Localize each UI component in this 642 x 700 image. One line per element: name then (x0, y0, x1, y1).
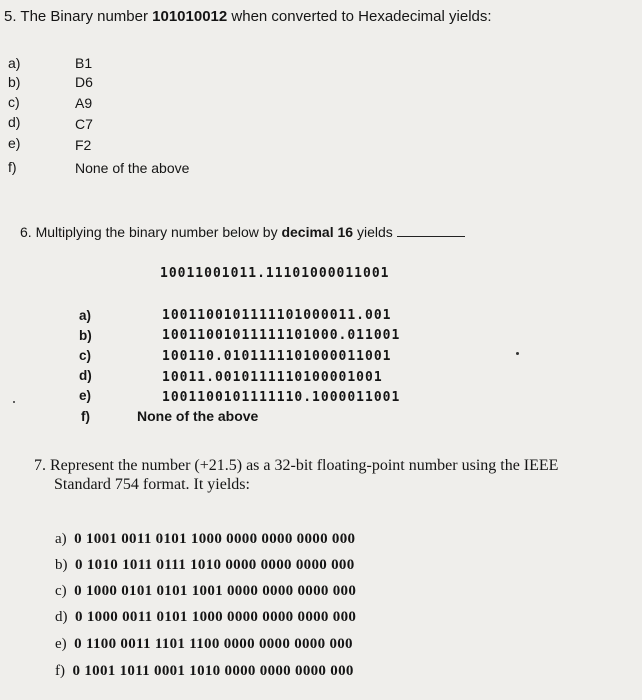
stray-dot (516, 352, 519, 355)
q7-option-e-text: 0 1100 0011 1101 1100 0000 0000 0000 000 (74, 636, 353, 652)
q7-line-1: 7. Represent the number (+21.5) as a 32-bit floating-point number using the IEEE (34, 457, 559, 474)
stray-dot (13, 401, 15, 403)
q5-option-e-text[interactable]: F2 (75, 137, 92, 153)
q7-option-c-text: 0 1000 0101 0101 1001 0000 0000 0000 000 (74, 583, 357, 599)
q5-number: 101010012 (152, 8, 228, 25)
q7-option-d-letter: d) (55, 609, 68, 625)
q6-option-f-letter[interactable]: f) (81, 409, 90, 424)
question-7-title (34, 456, 558, 494)
q7-option-b-text: 0 1010 1011 0111 1010 0000 0000 0000 000 (75, 557, 355, 573)
q7-option-e[interactable] (55, 636, 353, 653)
q6-option-a-text[interactable]: 1001100101111101000011.001 (162, 308, 392, 323)
q7-option-b[interactable] (55, 557, 355, 574)
q6-prefix: 6. Multiplying the binary number below by (20, 224, 282, 240)
q5-prefix: 5. The Binary number (4, 8, 153, 25)
q5-option-c-letter[interactable]: c) (8, 94, 20, 110)
q6-option-a-letter[interactable]: a) (79, 308, 92, 323)
q6-option-b-text[interactable]: 10011001011111101000.011001 (162, 328, 401, 343)
question-6-title (20, 224, 465, 240)
q6-option-c-text[interactable]: 100110.0101111101000011001 (162, 349, 392, 364)
q7-option-c[interactable] (55, 583, 356, 600)
q7-option-d-text: 0 1000 0011 0101 1000 0000 0000 0000 000 (75, 609, 357, 625)
q7-option-b-letter: b) (55, 557, 68, 573)
q6-option-e-letter[interactable]: e) (79, 388, 92, 403)
q6-option-e-text[interactable]: 1001100101111110.1000011001 (162, 390, 401, 405)
q6-given-number: 10011001011.11101000011001 (160, 266, 390, 281)
q5-option-b-text[interactable]: D6 (75, 74, 93, 90)
q5-option-e-letter[interactable]: e) (8, 135, 21, 151)
q5-option-d-letter[interactable]: d) (8, 114, 21, 130)
q7-option-a-text: 0 1001 0011 0101 1000 0000 0000 0000 000 (74, 531, 356, 547)
q5-option-f-text[interactable]: None of the above (75, 160, 190, 176)
q6-option-d-text[interactable]: 10011.0010111110100001001 (162, 370, 383, 385)
q5-option-a-letter[interactable]: a) (8, 55, 21, 71)
question-5-title (4, 8, 492, 25)
q6-option-d-letter[interactable]: d) (79, 368, 92, 383)
q6-bold: decimal 16 (281, 224, 354, 240)
q6-option-c-letter[interactable]: c) (79, 348, 92, 363)
q7-option-d[interactable] (55, 609, 356, 626)
q7-line-2: Standard 754 format. It yields: (54, 476, 250, 493)
q5-option-b-letter[interactable]: b) (8, 74, 21, 90)
q5-option-f-letter[interactable]: f) (8, 159, 17, 175)
q7-option-f-letter: f) (55, 663, 65, 679)
q5-option-d-text[interactable]: C7 (75, 116, 93, 132)
q7-option-a[interactable] (55, 531, 355, 548)
q5-suffix: when converted to Hexadecimal yields: (227, 8, 492, 25)
q7-option-c-letter: c) (55, 583, 67, 599)
q6-suffix: yields (353, 224, 393, 240)
q5-option-c-text[interactable]: A9 (75, 95, 93, 111)
q5-option-a-text[interactable]: B1 (75, 55, 93, 71)
q7-option-f[interactable] (55, 663, 354, 680)
answer-blank (397, 236, 465, 237)
q7-option-a-letter: a) (55, 531, 67, 547)
q7-option-e-letter: e) (55, 636, 67, 652)
q6-option-b-letter[interactable]: b) (79, 328, 92, 343)
q7-option-f-text: 0 1001 1011 0001 1010 0000 0000 0000 000 (72, 663, 354, 679)
q6-option-f-text[interactable]: None of the above (137, 408, 259, 424)
